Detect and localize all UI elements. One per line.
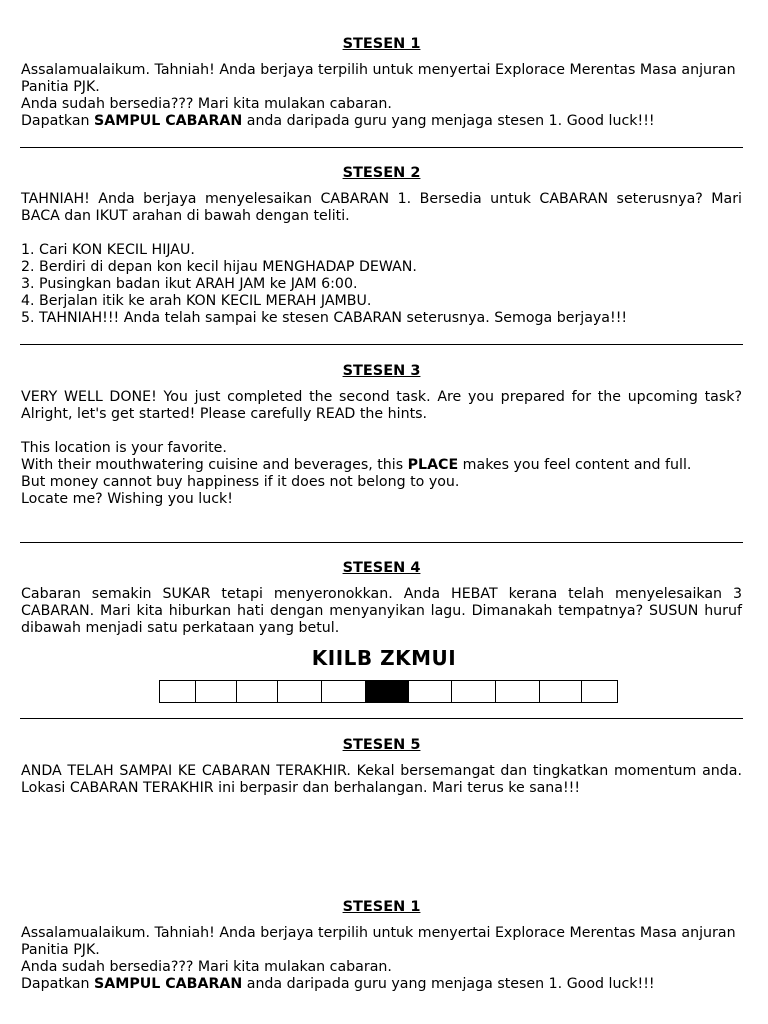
station-2-step-2: 2. Berdiri di depan kon kecil hijau MENGHADAP DEWAN. <box>21 259 417 275</box>
station-3-bold-text: PLACE <box>407 457 459 473</box>
station-3-line-2-pre: With their mouthwatering cuisine and beverages, this <box>21 457 408 473</box>
divider-2 <box>20 344 743 345</box>
answer-box <box>495 680 540 703</box>
answer-boxes <box>160 680 618 703</box>
station-4 <box>21 560 742 637</box>
answer-box <box>408 680 452 703</box>
station-5 <box>21 737 742 797</box>
station-1-line-1: Assalamualaikum. Tahniah! Anda berjaya terpilih untuk menyertai Explorace Merentas Masa anjuran Panitia PJK. <box>21 62 736 95</box>
answer-box-space <box>365 680 409 703</box>
station-3-intro: VERY WELL DONE! You just completed the second task. Are you prepared for the upcoming task? Alright, let's get started! Please carefully READ the hints. <box>21 389 742 422</box>
station-1 <box>21 36 742 130</box>
station-2-intro: TAHNIAH! Anda berjaya menyelesaikan CABARAN 1. Bersedia untuk CABARAN seterusnya? Mari BACA dan IKUT arahan di bawah dengan teliti. <box>21 191 742 224</box>
station-3-line-3: But money cannot buy happiness if it does not belong to you. <box>21 474 460 490</box>
answer-box <box>236 680 278 703</box>
answer-box <box>321 680 366 703</box>
divider-1 <box>20 147 743 148</box>
station-4-title: STESEN 4 <box>342 560 421 576</box>
answer-box <box>581 680 618 703</box>
station-1-repeat-title: STESEN 1 <box>342 899 421 915</box>
station-2 <box>21 165 742 327</box>
answer-box <box>451 680 496 703</box>
station-2-step-5: 5. TAHNIAH!!! Anda telah sampai ke stesen CABARAN seterusnya. Semoga berjaya!!! <box>21 310 628 326</box>
station-1-repeat-line-1: Assalamualaikum. Tahniah! Anda berjaya terpilih untuk menyertai Explorace Merentas Masa anjuran Panitia PJK. <box>21 925 736 958</box>
station-2-step-3: 3. Pusingkan badan ikut ARAH JAM ke JAM 6:00. <box>21 276 358 292</box>
divider-4 <box>20 718 743 719</box>
station-1-line-3-pre: Dapatkan <box>21 113 95 129</box>
answer-box <box>159 680 196 703</box>
station-1-repeat-line-3 <box>21 976 742 993</box>
station-5-title: STESEN 5 <box>342 737 421 753</box>
station-3-line-2-post: makes you feel content and full. <box>458 457 692 473</box>
answer-box <box>195 680 237 703</box>
station-3-line-2 <box>21 457 742 474</box>
station-1-bold-text: SAMPUL CABARAN <box>94 113 243 129</box>
station-1-line-2: Anda sudah bersedia??? Mari kita mulakan cabaran. <box>21 96 392 112</box>
scrambled-word: KIILB ZKMUI <box>311 646 457 670</box>
divider-3 <box>20 542 743 543</box>
station-3-line-1: This location is your favorite. <box>21 440 227 456</box>
answer-box <box>277 680 322 703</box>
station-4-intro: Cabaran semakin SUKAR tetapi menyeronokkan. Anda HEBAT kerana telah menyelesaikan 3 CABARAN. Mari kita hiburkan hati dengan menyanyikan lagu. Dimanakah tempatnya? SUSUN huruf dibawah menjadi satu perkataan yang betul. <box>21 586 742 636</box>
station-3-line-4: Locate me? Wishing you luck! <box>21 491 233 507</box>
station-1-repeat <box>21 899 742 993</box>
station-3-title: STESEN 3 <box>342 363 421 379</box>
station-1-repeat-line-2: Anda sudah bersedia??? Mari kita mulakan cabaran. <box>21 959 392 975</box>
station-1-line-3 <box>21 113 742 130</box>
station-3 <box>21 363 742 508</box>
station-2-step-1: 1. Cari KON KECIL HIJAU. <box>21 242 195 258</box>
station-5-intro: ANDA TELAH SAMPAI KE CABARAN TERAKHIR. Kekal bersemangat dan tingkatkan momentum anda. Lokasi CABARAN TERAKHIR ini berpasir dan berhalangan. Mari terus ke sana!!! <box>21 763 742 796</box>
station-1-title: STESEN 1 <box>342 36 421 52</box>
station-1-repeat-bold-text: SAMPUL CABARAN <box>94 976 243 992</box>
answer-box <box>539 680 582 703</box>
station-2-step-4: 4. Berjalan itik ke arah KON KECIL MERAH JAMBU. <box>21 293 372 309</box>
station-1-repeat-line-3-pre: Dapatkan <box>21 976 95 992</box>
station-1-repeat-line-3-post: anda daripada guru yang menjaga stesen 1. Good luck!!! <box>242 976 655 992</box>
station-1-line-3-post: anda daripada guru yang menjaga stesen 1. Good luck!!! <box>242 113 655 129</box>
station-2-title: STESEN 2 <box>342 165 421 181</box>
